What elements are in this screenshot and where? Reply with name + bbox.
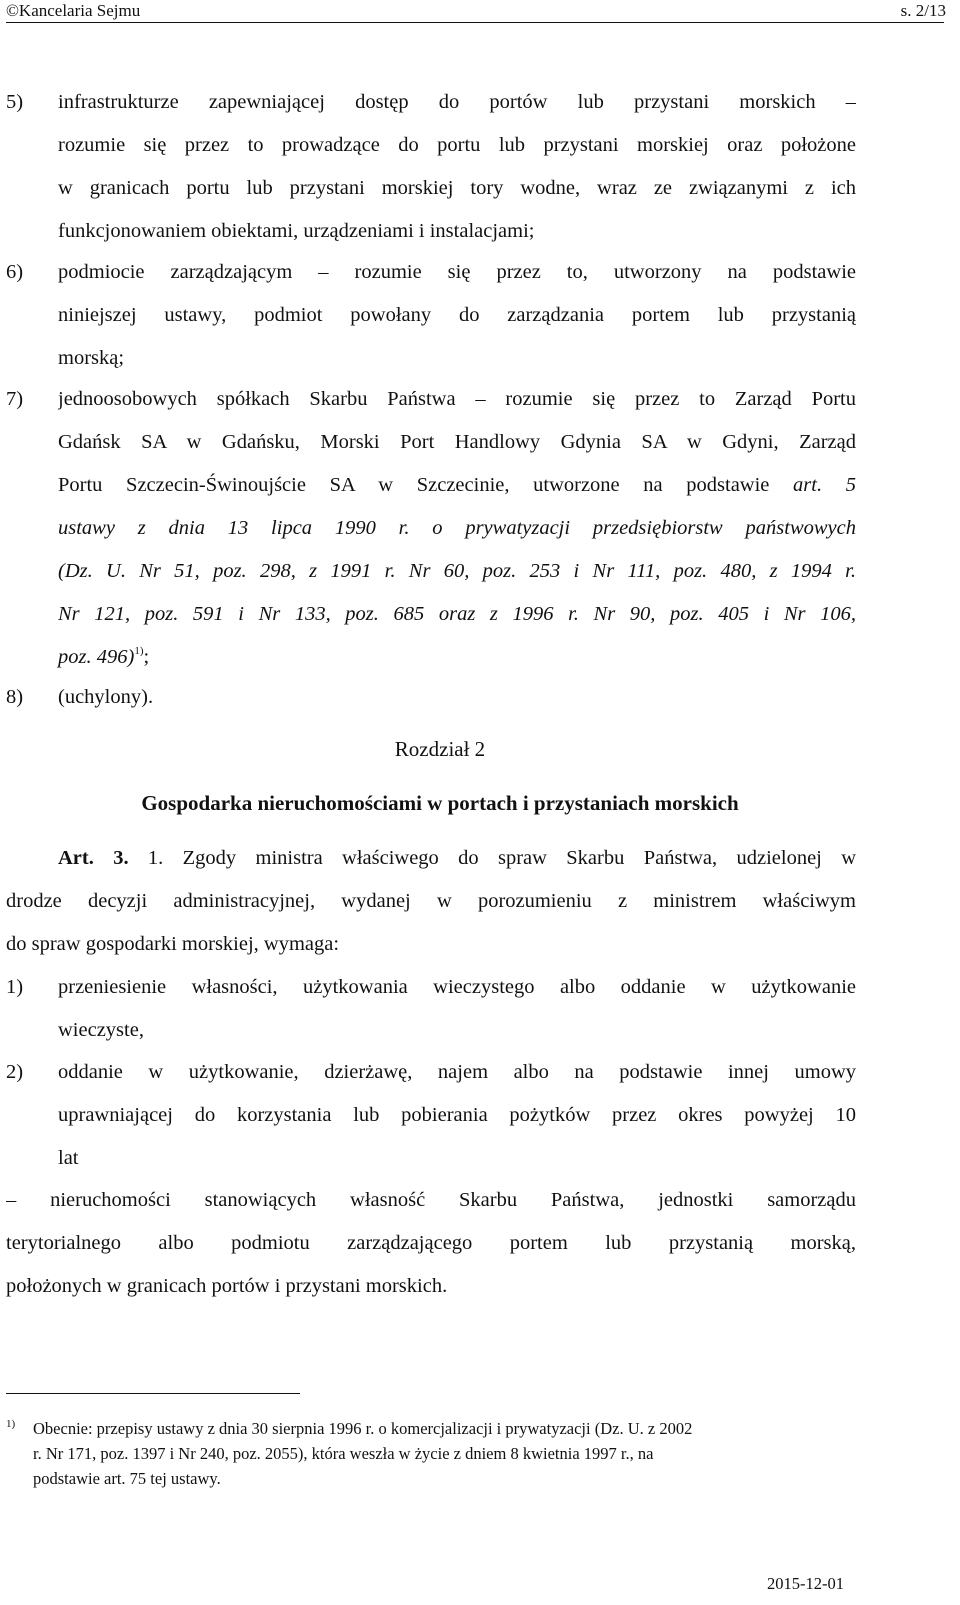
- text-line: jednoosobowych spółkach Skarbu Państwa – rozumie się przez to Zarząd Portu: [58, 388, 856, 410]
- item-number: 5): [6, 91, 24, 113]
- text-line: lat: [58, 1147, 79, 1169]
- text-line: do spraw gospodarki morskiej, wymaga:: [6, 933, 340, 955]
- text-line: Obecnie: przepisy ustawy z dnia 30 sierpnia 1996 r. o komercjalizacji i prywatyzacji (Dz. U. z 2002: [33, 1419, 693, 1438]
- text-line: przeniesienie własności, użytkowania wieczystego albo oddanie w użytkowanie: [58, 976, 856, 998]
- header-divider: [6, 22, 944, 23]
- chapter-label: Rozdział 2: [394, 737, 486, 761]
- text-line: podmiocie zarządzającym – rozumie się przez to, utworzony na podstawie: [58, 261, 856, 283]
- text-line: rozumie się przez to prowadzące do portu lub przystani morskiej oraz położone: [58, 134, 856, 156]
- text-line: funkcjonowaniem obiektami, urządzeniami i instalacjami;: [58, 220, 535, 242]
- text-line: r. Nr 171, poz. 1397 i Nr 240, poz. 2055), która weszła w życie z dniem 8 kwietnia 1997 r., na: [33, 1444, 654, 1463]
- item-text: [58, 81, 856, 253]
- text-line: wieczyste,: [58, 1019, 144, 1041]
- article-3: [6, 837, 856, 966]
- text-line: – nieruchomości stanowiących własność Skarbu Państwa, jednostki samorządu: [6, 1189, 856, 1211]
- footnote-mark: 1): [6, 1418, 16, 1430]
- item-text: [58, 676, 856, 719]
- text-line: niniejszej ustawy, podmiot powołany do zarządzania portem lub przystanią: [58, 304, 856, 326]
- text-line: Nr 121, poz. 591 i Nr 133, poz. 685 oraz z 1996 r. Nr 90, poz. 405 i Nr 106,: [58, 603, 856, 625]
- item-text: [58, 966, 856, 1052]
- item-text: [58, 378, 856, 679]
- item-text: [58, 251, 856, 380]
- text-line: ustawy z dnia 13 lipca 1990 r. o prywatyzacji przedsiębiorstw państwowych: [58, 517, 856, 539]
- text-line: morską;: [58, 347, 125, 369]
- text-line: infrastrukturze zapewniającej dostęp do portów lub przystani morskich –: [58, 91, 856, 113]
- text-line: terytorialnego albo podmiotu zarządzającego portem lub przystanią morską,: [6, 1232, 856, 1254]
- item-number: 8): [6, 686, 24, 708]
- copyright-label: ©Kancelaria Sejmu: [6, 1, 141, 20]
- footnote-text: [33, 1416, 856, 1491]
- chapter-title: Gospodarka nieruchomościami w portach i przystaniach morskich: [141, 791, 739, 815]
- text-line: podstawie art. 75 tej ustawy.: [33, 1469, 221, 1488]
- item-number: 6): [6, 261, 24, 283]
- footnote-divider: [6, 1393, 300, 1394]
- act-reference: art. 5: [793, 474, 856, 496]
- text-segment: Portu Szczecin-Świnoujście SA w Szczecinie, utworzone na podstawie: [58, 474, 770, 496]
- item-number: 1): [6, 976, 24, 998]
- text-line: (Dz. U. Nr 51, poz. 298, z 1991 r. Nr 60, poz. 253 i Nr 111, poz. 480, z 1994 r.: [58, 560, 856, 582]
- article-3-closing: [6, 1179, 856, 1308]
- text-line: oddanie w użytkowanie, dzierżawę, najem albo na podstawie innej umowy: [58, 1061, 856, 1083]
- item-text: [58, 1051, 856, 1180]
- text-line: Gdańsk SA w Gdańsku, Morski Port Handlowy Gdynia SA w Gdyni, Zarząd: [58, 431, 856, 453]
- text-line: w granicach portu lub przystani morskiej tory wodne, wraz ze związanymi z ich: [58, 177, 856, 199]
- text-line: [6, 837, 856, 880]
- footnote-reference[interactable]: 1): [134, 645, 144, 657]
- text-line: [58, 464, 856, 507]
- item-number: 2): [6, 1061, 24, 1083]
- text-segment: 1. Zgody ministra właściwego do spraw Skarbu Państwa, udzielonej w: [147, 847, 856, 869]
- text-line: uprawniającej do korzystania lub pobierania pożytków przez okres powyżej 10: [58, 1104, 856, 1126]
- item-number: 7): [6, 388, 24, 410]
- text-line: (uchylony).: [58, 686, 154, 708]
- article-number: Art. 3.: [58, 847, 148, 869]
- page-number: s. 2/13: [900, 1, 946, 20]
- text-line: [58, 636, 856, 679]
- text-line: drodze decyzji administracyjnej, wydanej w porozumieniu z ministrem właściwym: [6, 890, 856, 912]
- text-segment: poz. 496): [58, 646, 135, 668]
- document-date: 2015-12-01: [767, 1574, 844, 1593]
- text-line: położonych w granicach portów i przystani morskich.: [6, 1275, 448, 1297]
- text-segment: ;: [143, 646, 150, 668]
- page-header: [6, 0, 946, 24]
